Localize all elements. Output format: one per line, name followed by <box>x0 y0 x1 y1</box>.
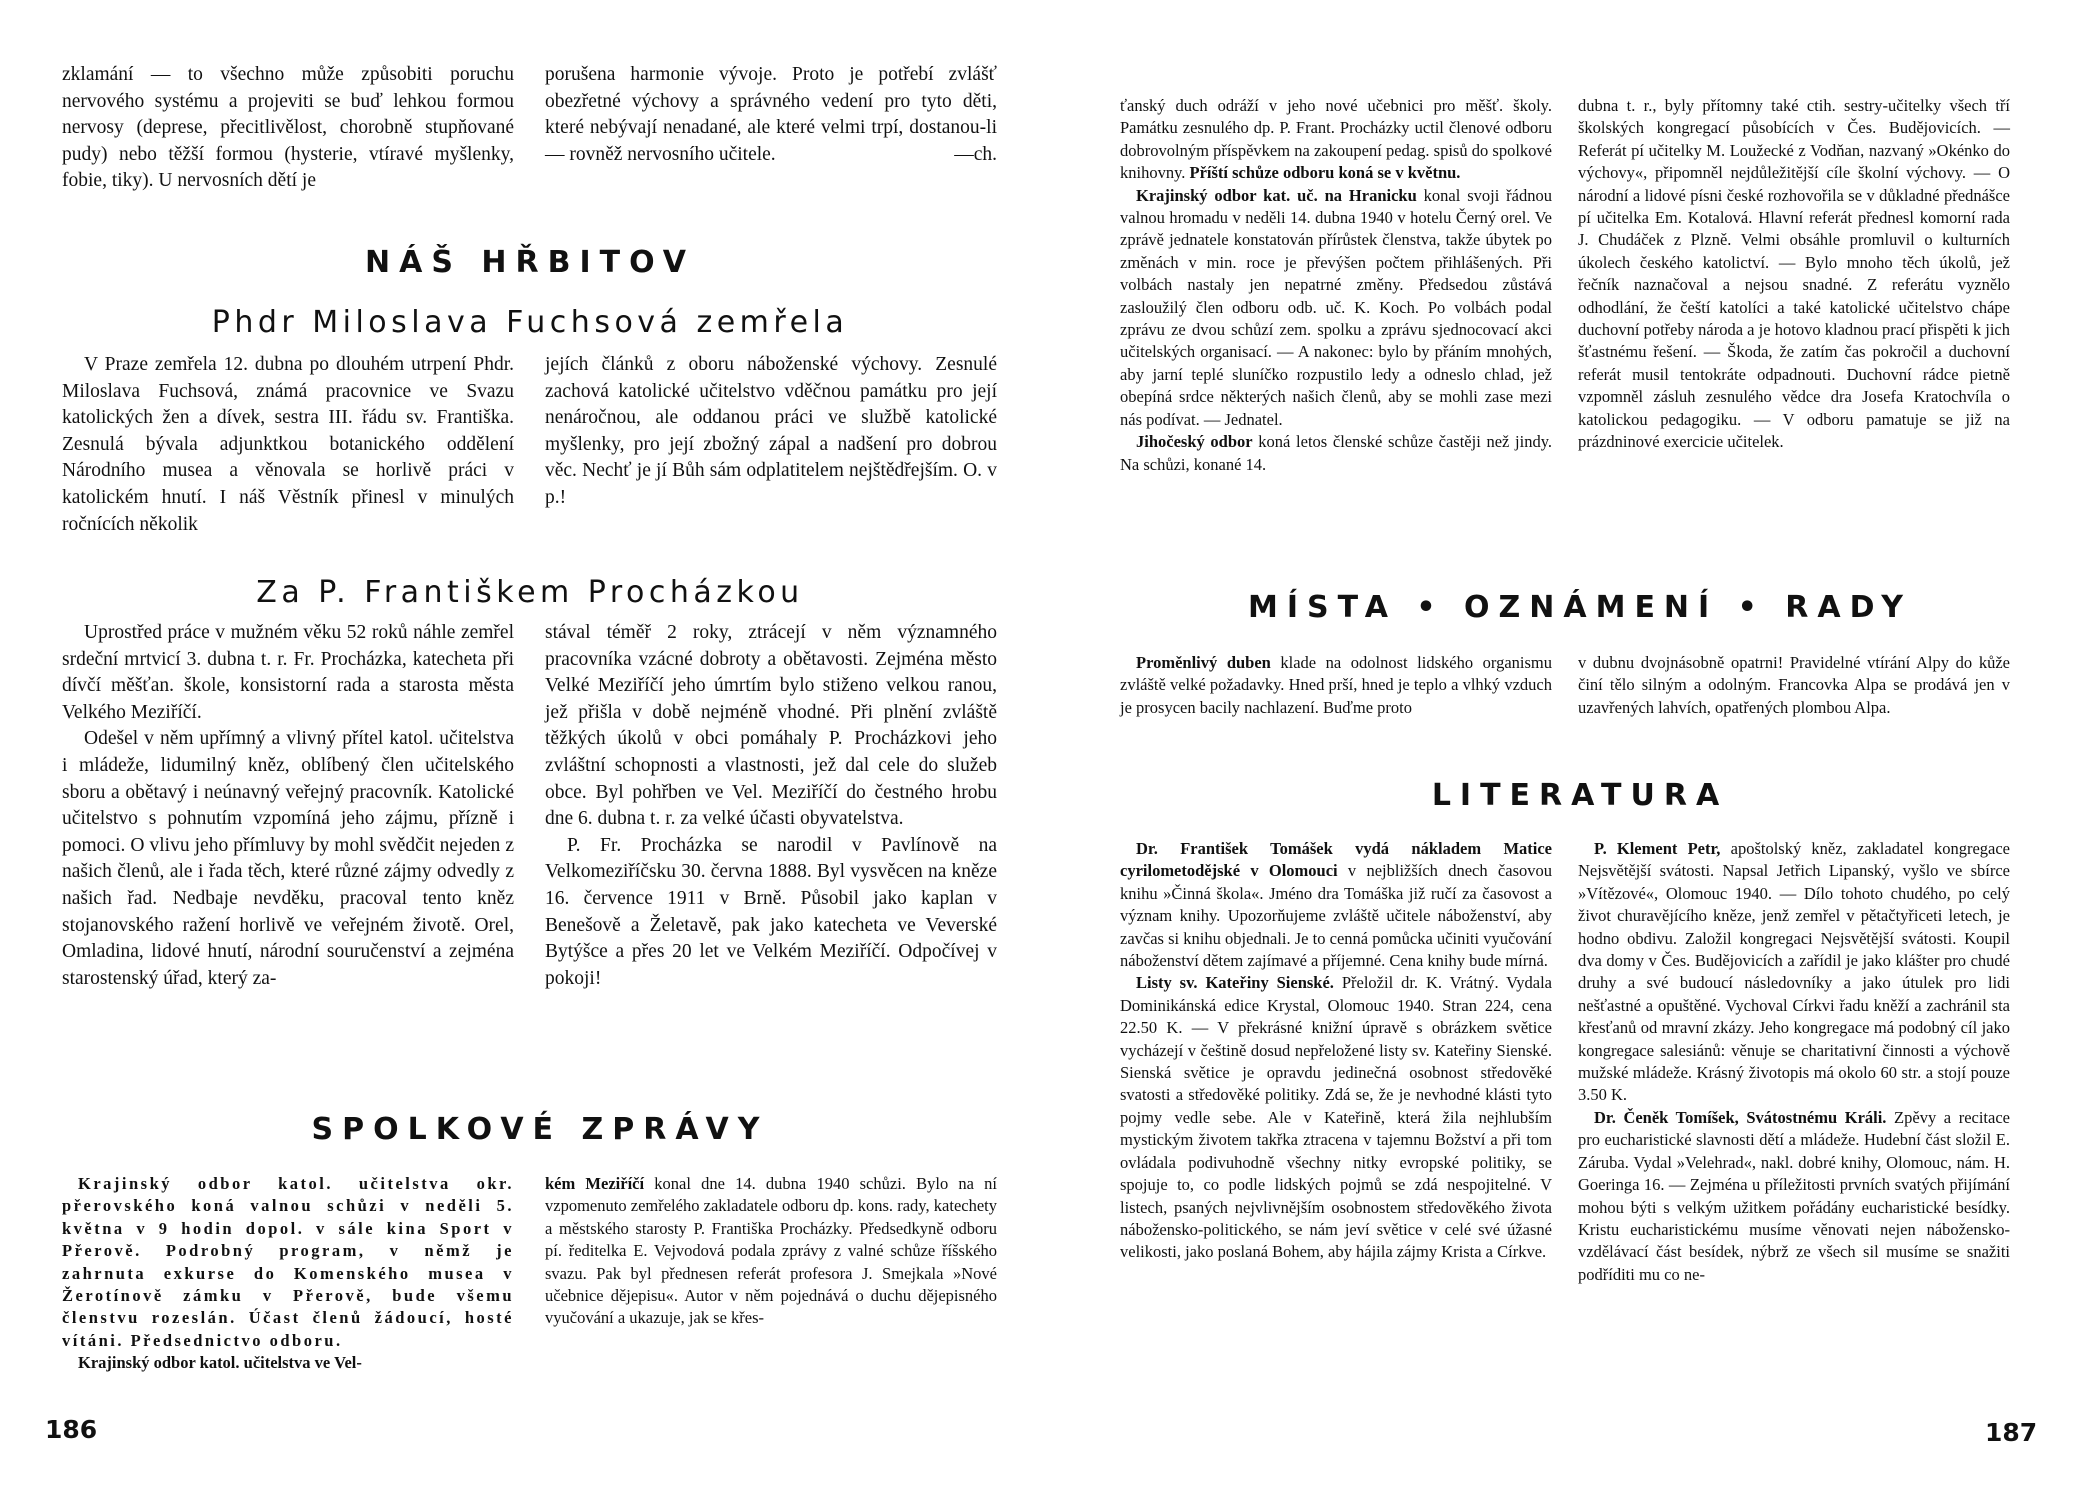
fuchsova-text-1: V Praze zemřela 12. dubna po dlouhém utrpení Phdr. Miloslava Fuchsová, známá pracovnice ve Svazu katolických žen a dívek, sestra III. řádu sv. Františka. Zesnulá bývala adjunktkou botanického oddělení Národního musea a věnovala se horlivě práci v katolickém hnutí. I náš Věstník přinesl v minulých ročnících několik <box>62 354 514 535</box>
mista-text-1: Proměnlivý duben klade na odolnost lidského organismu zvláště velké požadavky. Hned prší, hned je teplo a vlhký vzduch je prosycen bacily nachlazení. Buďme proto <box>1120 653 1552 717</box>
fuchsova-col-2 <box>545 352 997 512</box>
spolkove-col-2 <box>545 1173 997 1330</box>
nas-hrbitov-heading: NÁŠ HŘBITOV <box>365 245 695 280</box>
fuchsova-title: Phdr Miloslava Fuchsová zemřela <box>211 305 849 340</box>
intro-col-2 <box>545 62 997 168</box>
mista-col-2 <box>1578 652 2010 719</box>
literatura-text-2: Listy sv. Kateřiny Sienské. Přeložil dr. K. Vrátný. Vydala Dominikánská edice Krystal, Olomouc 1940. Stran 224, cena 22.50 K. — V překrásné knižní úpravě s obrázkem světice vycházejí v češtině dosud nepřeložené listy sv. Kateřiny Sienské. Sienská světice je opravdu jedinečná osobnost středověké svatosti a středověké politiky. Zdá se, že je nevhodné klásti tyto pojmy vedle sebe. Ale v Kateřině, která žila nejhlubším mystickým životem takřka ztracena v tajemnu Božství a při tom ovládala podivuhodně všechny nitky evropské politiky, se spojuje to, co podle lidských pojmů se zdá nespojitelné. V listech, psaných nejvlivnějším osobnostem středověkého života nábožensko-politického, se nám jeví světice v celé své úžasné velikosti, jako poslaná Bohem, aby hájila zájmy Krista a Církve. <box>1120 973 1553 1262</box>
spolkove-cont-col-2 <box>1578 95 2010 454</box>
prochazka-col-1 <box>62 620 514 992</box>
literatura-text-1: Dr. František Tomášek vydá nákladem Matice cyrilometodějské v Olomouci v nejbližších dnech časovou knihu »Činná škola«. Jméno dra Tomáška již ručí za časovost a význam knihy. Upozorňujeme zvláště učitele náboženství, aby zavčas si knihu objednali. Je to cenná pomůcka učiniti vyučování náboženství dětem zajímavé a příjemné. Cena knihy bude mírná. <box>1120 839 1552 971</box>
spolkove-text-2: Krajinský odbor katol. učitelstva ve Vel- <box>78 1353 362 1373</box>
page-number-right: 187 <box>1985 1418 2038 1447</box>
literatura-col-1 <box>1120 838 1552 1264</box>
prochazka-text-4: P. Fr. Procházka se narodil v Pavlínově na Velkomeziříčsku 30. června 1888. Byl vysvěcen na kněze 16. července 1911 v Brně. Působil jako kaplan v Benešově a Želetavě, pak jako katecheta ve Veverské Bytýšce a přes 20 let ve Velkém Meziříčí. Odpočívej v pokoji! <box>545 834 997 989</box>
literatura-text-3: P. Klement Petr, apoštolský kněz, zakladatel kongregace Nejsvětější svátosti. Napsal Jetřich Lipanský, vyšlo ve sbírce »Vítězové«, Olomouc 1940. — Dílo tohoto chudého, po celý život churavějícího kněze, jenž zemřel v pětačtyřiceti letech, je hodno obdivu. Založil kongregaci Nejsvětější svátosti. Koupil dva domy v Čes. Budějovicích a zařídil je jako klášter pro chudé druhy a své budoucí následovníky a jako útulek pro lidi nešťastné a opuštěné. Vychoval Církvi řadu kněží a zachránil sta křesťanů od mravní zkázy. Jeho kongregace má podobný cíl jako kongregace salesiánů: věnuje se charitativní činnosti a výchově mužské mládeže. Krásný životopis má okolo 60 str. a stojí pouze 3.50 K. <box>1578 839 2010 1105</box>
intro-signature: —ch. <box>954 143 997 165</box>
mista-heading: MÍSTA • OZNÁMENÍ • RADY <box>1247 590 1913 625</box>
spolkove-cont-text-2: Krajinský odbor kat. uč. na Hranicku konal svoji řádnou valnou hromadu v neděli 14. dubna 1940 v hotelu Černý orel. Ve zprávě jednatele konstatován přírůstek členstva, takže úbytek po změnách v min. roce je převýšen počtem přihlášených. Při volbách nastaly jen nepatrné změny. Předsedou zůstává zasloužilý člen odboru odb. uč. K. Koch. Po volbách podal zprávu ze dvou schůzí zem. spolku a zprávu sjednocovací akci učitelských organisací. — A nakonec: bylo by přáním mnohých, aby jarní teplé sluníčko rozpustilo ledy a odneslo chlad, jež obepíná srdce některých našich členů, aby se mohli zase mezi nás podívat. — Jednatel. <box>1120 185 1552 429</box>
fuchsova-text-2: jejích článků z oboru náboženské výchovy. Zesnulé zachová katolické učitelstvo vděčnou památku pro její nenáročnou, ale oddanou práci ve službě katolické myšlenky, pro její zbožný zápal a nadšení pro dobrou věc. Nechť je jí Bůh sám odplatitelem nejštědřejším. O. v p.! <box>545 354 997 508</box>
fuchsova-col-1 <box>62 352 514 538</box>
literatura-col-2 <box>1578 838 2010 1286</box>
intro-text-2: porušena harmonie vývoje. Proto je potřebí zvlášť obezřetné výchovy a správného vedení pro tyto děti, které nebývají nenadané, ale které velmi trpí, dostanou-li — rovněž nervosního učitele. —ch. <box>545 62 997 168</box>
page-number-left: 186 <box>45 1415 98 1444</box>
spolkove-zpravy-heading: SPOLKOVÉ ZPRÁVY <box>311 1112 769 1147</box>
intro-col-1 <box>62 62 514 195</box>
intro-text-1: zklamání — to všechno může způsobiti poruchu nervového systému a projeviti se buď lehkou formou nervosy (deprese, přecitlivělost, chorobně stupňované pudy) nebo těžší formou (hysterie, vtíravé myšlenky, fobie, tiky). U nervosních dětí je <box>62 64 514 192</box>
prochazka-text-2: Odešel v něm upřímný a vlivný přítel katol. učitelstva i mládeže, lidumilný kněz, oblíbený člen učitelského sboru a obětavý i neúnavný veřejný pracovník. Katolické učitelstvo s pohnutím vzpomíná jeho zájmu, přízně i pomoci. O vlivu jeho přímluvy by mohl svědčit nejeden z našich členů, ale i řada těch, které různé zájmy odvedly z našich řad. Nedbaje nevděku, pracoval tento kněz stojanovského ražení horlivě ve veřejném životě. Orel, Omladina, lidové hnutí, národní souručenství a zejména starostenský úřad, který za- <box>62 728 514 989</box>
spolkove-text-1: Krajinský odbor katol. učitelstva okr. přerovského koná valnou schůzi v neděli 5. května v 9 hodin dopol. v sále kina Sport v Přerově. Podrobný program, v němž je zahrnuta exkurse do Komenského musea v Žerotínově zámku v Přerově, bude všemu členstvu rozeslán. Účast členů žádoucí, hosté vítáni. Předsednictvo odboru. <box>62 1174 514 1350</box>
spolkove-col-1 <box>62 1173 514 1375</box>
spolkove-cont-text-4: dubna t. r., byly přítomny také ctih. sestry-učitelky všech tří školských kongregací působících v Čes. Budějovicích. — Referát pí učitelky M. Loužecké z Vodňan, nazvaný »Okénko do výchovy«, připomněl nejdůležitější cíle školní výchovy. — O národní a lidové písni české rozhovořila se v důkladné přednášce pí učitelka Em. Kotalová. Hlavní referát přednesl komorní rada J. Chudáček z Plzně. Velmi obsáhle promluvil o kulturních úkolech českého katolictví. — Bylo mnoho těch úkolů, jež řečník naznačoval a nejsou snadné. Z referátu vyznělo odhodlání, že čeští katolíci a také katolické učitelstvo chápe duchovní potřeby národa a je hotovo kladnou prací přispěti k jich šťastnému řešení. — Škoda, že zatím čas pokročil a duchovní referát musil tentokráte odpadnouti. Duchovní rádce pietně vzpomněl zásluh zesnulého vědce dra Josefa Kratochvíla o katolickou pedagogiku. — V odboru pamatuje se již na prázdninové exercicie učitelek. <box>1578 96 2010 452</box>
spolkove-cont-col-1 <box>1120 95 1552 476</box>
prochazka-col-2 <box>545 620 997 992</box>
spolkove-text-3: kém Meziříčí konal dne 14. dubna 1940 schůzi. Bylo na ní vzpomenuto zemřelého zakladatele odboru dp. kons. rady, katechety a městského starosty P. Františka Procházky. Předsedkyně odboru pí. ředitelka E. Vejvodová podala zprávy z valné schůze říšského svazu. Pak byl přednesen referát profesora J. Smejkala »Nové učebnice dějepisu«. Autor v něm pojednává o duchu dějepisného vyučování a ukazuje, jak se křes- <box>545 1174 997 1328</box>
prochazka-text-1: Uprostřed práce v mužném věku 52 roků náhle zemřel srdeční mrtvicí 3. dubna t. r. Fr. Procházka, katecheta při dívčí měšťan. škole, konsistorní rada a starosta města Velkého Meziříčí. <box>62 622 514 723</box>
mista-col-1 <box>1120 652 1552 719</box>
literatura-heading: LITERATURA <box>1431 778 1729 813</box>
spolkove-cont-text-1: ťanský duch odráží v jeho nové učebnici pro měšť. školy. Památku zesnulého dp. P. Frant. Procházky uctil členové odboru dobrovolným příspěvkem na zakoupení pedag. spisů do spolkové knihovny. Příští schůze odboru koná se v květnu. <box>1120 96 1552 183</box>
prochazka-text-3: stával téměř 2 roky, ztrácejí v něm významného pracovníka vzácné dobroty a obětavosti. Zejména město Velké Meziříčí jeho úmrtím bylo stiženo velkou ranou, jež přišla v době nejméně vhodné. Při plnění zvláště těžkých úkolů v obci pomáhaly P. Procházkovi jeho zvláštní schopnosti a vlastnosti, jež dal cele do služeb obce. Byl pohřben ve Vel. Meziříčí do čestného hrobu dne 6. dubna t. r. za velké účasti obyvatelstva. <box>545 622 997 830</box>
spolkove-cont-text-3: Jihočeský odbor koná letos členské schůze častěji než jindy. Na schůzi, konané 14. <box>1120 432 1552 474</box>
prochazka-title: Za P. Františkem Procházkou <box>256 575 804 610</box>
mista-text-2: v dubnu dvojnásobně opatrni! Pravidelné vtírání Alpy do kůže činí tělo silným a odolným. Francovka Alpa se prodává jen v uzavřených lahvích, opatřených plombou Alpa. <box>1578 653 2010 717</box>
literatura-text-4: Dr. Čeněk Tomíšek, Svátostnému Králi. Zpěvy a recitace pro eucharistické slavnosti dětí a mládeže. Hudební část složil E. Záruba. Vydal »Velehrad«, nakl. dobré knihy, Olomouc, nám. H. Goeringa 16. — Zejména u příležitosti prvních svatých přijímání mohou býti s velkým užitkem pořádány eucharistické besídky. Kristu eucharistickému musíme věnovati nejen nábožensko-vzdělávací část besídek, nýbrž ze všech sil musíme se snažiti podříditi mu co ne- <box>1578 1107 2010 1284</box>
